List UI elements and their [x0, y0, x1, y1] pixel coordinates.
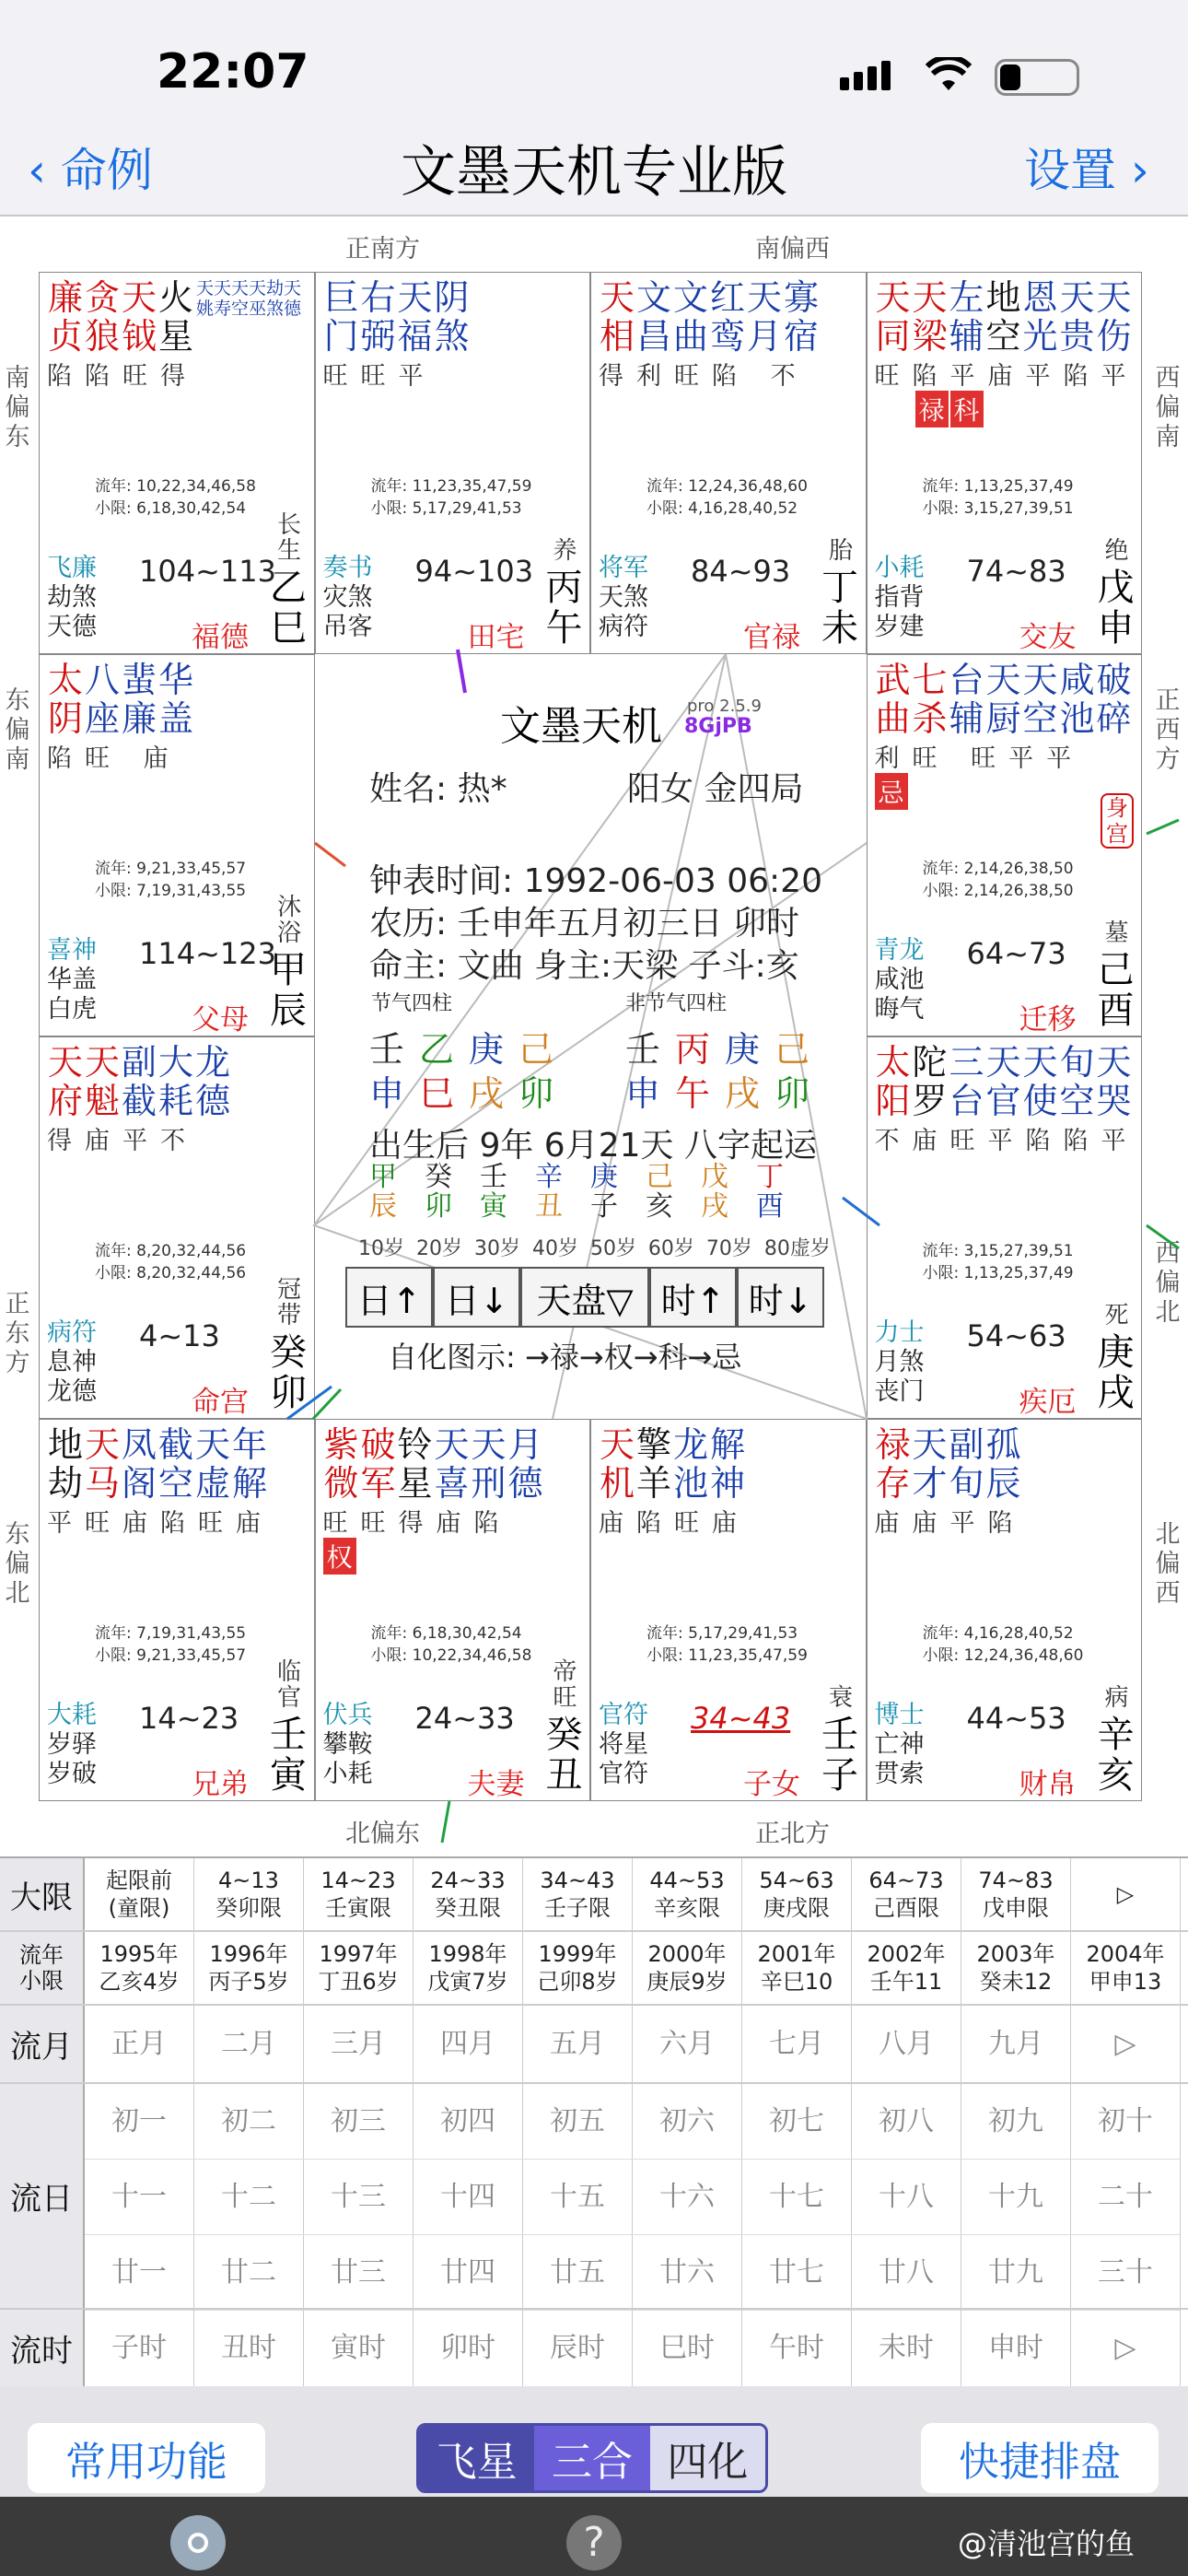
life-stage: 长 生 — [277, 511, 302, 565]
grid-cell[interactable]: 24~33 癸丑限 — [413, 1858, 523, 1930]
palace-ganzhi: 壬 子 — [821, 1714, 858, 1797]
grid-cell[interactable]: 初十 — [1071, 2084, 1181, 2159]
life-stage: 墓 — [1104, 919, 1129, 947]
direction-right-2: 正西方 — [1155, 686, 1181, 774]
direction-left-1: 南偏东 — [5, 364, 30, 451]
star-name: 三 台 — [949, 1042, 984, 1121]
liunian-years: 流年: 7,19,31,43,55 小限: 9,21,33,45,57 — [95, 1624, 247, 1665]
grid-cell[interactable]: 14~23 壬寅限 — [304, 1858, 413, 1930]
grid-cell[interactable]: 午时 — [742, 2310, 852, 2386]
life-stage: 病 — [1104, 1684, 1129, 1712]
hour-down-button[interactable]: 时↓ — [737, 1267, 824, 1328]
version-label: pro 2.5.9 — [687, 697, 762, 716]
back-label: 命例 — [60, 144, 153, 197]
grid-cell[interactable]: 子时 — [85, 2310, 194, 2386]
star-brightness: 陷陷旺得 — [47, 362, 198, 391]
star-name: 天 钺 — [121, 277, 157, 357]
star-name: 副 截 — [121, 1042, 157, 1121]
grid-cell[interactable]: 巳时 — [633, 2310, 742, 2386]
seg-feixing[interactable]: 飞星 — [419, 2426, 534, 2490]
star-name: 阴 煞 — [434, 277, 470, 357]
life-stage: 临 官 — [277, 1658, 302, 1712]
star-name: 天 魁 — [84, 1042, 120, 1121]
liunian-years: 流年: 2,14,26,38,50 小限: 2,14,26,38,50 — [922, 860, 1074, 900]
grid-cell[interactable]: 1997年 丁丑6岁 — [304, 1932, 413, 2004]
bottom-toolbar — [0, 2386, 1188, 2497]
chart-code: 8GjPB — [684, 715, 752, 738]
grid-cell[interactable]: 44~53 辛亥限 — [633, 1858, 742, 1930]
grid-cell[interactable]: 十五 — [523, 2160, 633, 2234]
star-name: 天 才 — [912, 1424, 948, 1504]
daxian-range: 44~53 — [966, 1701, 1066, 1736]
liunian-years: 流年: 6,18,30,42,54 小限: 10,22,34,46,58 — [370, 1624, 532, 1665]
grid-cell[interactable]: 2002年 壬午11 — [852, 1932, 961, 2004]
grid-cell[interactable]: 54~63 庚戌限 — [742, 1858, 852, 1930]
star-name: 铃 星 — [397, 1424, 433, 1504]
star-name: 陀 罗 — [912, 1042, 948, 1121]
palace-name: 交友 — [1019, 621, 1077, 654]
star-name: 七 杀 — [912, 660, 948, 739]
palace-gods: 博士 亡神 贯索 — [874, 1701, 925, 1788]
day-up-button[interactable]: 日↑ — [345, 1267, 433, 1328]
star-brightness: 庙陷旺庙 — [599, 1509, 750, 1538]
grid-cell[interactable]: 2004年 甲申13 — [1071, 1932, 1181, 2004]
grid-cell[interactable]: 十六 — [633, 2160, 742, 2234]
direction-right-4: 北偏西 — [1155, 1520, 1181, 1608]
daxian-range: 104~113 — [139, 554, 276, 589]
sihua-tag: 忌 — [875, 773, 908, 810]
hour-up-button[interactable]: 时↑ — [649, 1267, 737, 1328]
star-name: 龙 德 — [194, 1042, 230, 1121]
star-name: 右 弼 — [360, 277, 396, 357]
liunian-years: 流年: 11,23,35,47,59 小限: 5,17,29,41,53 — [370, 477, 532, 518]
life-stage: 绝 — [1104, 537, 1129, 565]
star-name: 寡 宿 — [783, 277, 819, 357]
liuri-label: 流日 — [0, 2084, 85, 2308]
grid-cell[interactable]: 初七 — [742, 2084, 852, 2159]
star-name: 截 空 — [157, 1424, 193, 1504]
palace-name: 财帛 — [1019, 1768, 1077, 1801]
star-name: 地 空 — [985, 277, 1021, 357]
liuyue-label: 流月 — [0, 2006, 85, 2082]
qiyun-text: 出生后 9年 6月21天 八字起运 — [369, 1127, 817, 1165]
star-name: 华 盖 — [157, 660, 193, 739]
grid-cell[interactable]: 初五 — [523, 2084, 633, 2159]
star-name: 天 相 — [599, 277, 635, 357]
grid-cell[interactable]: 十七 — [742, 2160, 852, 2234]
liunian-row — [0, 1932, 1188, 2006]
person-name: 姓名: 热* — [369, 770, 507, 808]
sihua-tag: 科 — [950, 391, 984, 427]
grid-cell[interactable]: 廿八 — [852, 2235, 961, 2310]
grid-cell[interactable]: 十二 — [194, 2160, 304, 2234]
star-name: 紫 微 — [323, 1424, 359, 1504]
life-stage: 胎 — [829, 537, 854, 565]
weibo-watermark: @清池宫的鱼 — [958, 2526, 1136, 2561]
grid-cell[interactable]: 三月 — [304, 2006, 413, 2082]
star-brightness: 庙庙平陷 — [874, 1509, 1026, 1538]
common-functions-button[interactable]: 常用功能 — [28, 2423, 265, 2493]
palace-name: 兄弟 — [192, 1768, 249, 1801]
palace-gods: 病符 息神 龙德 — [47, 1318, 97, 1406]
liuyue-row — [0, 2006, 1188, 2084]
star-name: 文 曲 — [672, 277, 708, 357]
direction-right-1: 西偏南 — [1155, 364, 1181, 451]
grid-cell[interactable]: 七月 — [742, 2006, 852, 2082]
grid-cell[interactable]: 二十 — [1071, 2160, 1181, 2234]
grid-cell[interactable]: 初二 — [194, 2084, 304, 2159]
palace-name: 田宅 — [467, 621, 525, 654]
daxian-range: 24~33 — [414, 1701, 515, 1736]
ming-zhu: 命主: 文曲 身主:天梁 子斗:亥 — [369, 947, 799, 985]
palace-ganzhi: 甲 辰 — [270, 949, 307, 1032]
grid-cell[interactable]: 申时 — [961, 2310, 1071, 2386]
palace-ganzhi: 癸 丑 — [545, 1714, 583, 1797]
grid-cell[interactable]: 十八 — [852, 2160, 961, 2234]
grid-cell[interactable]: 2000年 庚辰9岁 — [633, 1932, 742, 2004]
grid-cell[interactable]: 初一 — [85, 2084, 194, 2159]
grid-cell[interactable]: 寅时 — [304, 2310, 413, 2386]
life-stage: 帝 旺 — [553, 1658, 577, 1712]
star-name: 天 虚 — [194, 1424, 230, 1504]
star-name: 天 伤 — [1096, 277, 1132, 357]
liunian-years: 流年: 8,20,32,44,56 小限: 8,20,32,44,56 — [95, 1242, 247, 1282]
mode-segment — [416, 2423, 768, 2493]
grid-cell[interactable]: 廿二 — [194, 2235, 304, 2310]
palace-ganzhi: 戊 申 — [1097, 567, 1135, 650]
fei-gan: 壬丙庚己 — [625, 1029, 825, 1070]
grid-cell[interactable]: 廿五 — [523, 2235, 633, 2310]
palace-ganzhi: 乙 巳 — [270, 567, 307, 650]
life-stage: 冠 带 — [277, 1276, 302, 1329]
liunian-years: 流年: 1,13,25,37,49 小限: 3,15,27,39,51 — [922, 477, 1074, 518]
grid-cell[interactable]: 初九 — [961, 2084, 1071, 2159]
daxian-range: 84~93 — [691, 554, 791, 589]
grid-cell[interactable]: 2003年 癸未12 — [961, 1932, 1071, 2004]
palace-ganzhi: 壬 寅 — [270, 1714, 307, 1797]
liuri-row — [0, 2084, 1188, 2310]
quick-chart-button[interactable]: 快捷排盘 — [921, 2423, 1159, 2493]
grid-cell[interactable]: 八月 — [852, 2006, 961, 2082]
sihua-legend: 自化图示: →禄→权→科→忌 — [388, 1340, 742, 1375]
star-brightness: 旺旺平 — [322, 362, 437, 391]
star-name: 大 耗 — [157, 1042, 193, 1121]
time-grid — [0, 1856, 1188, 2370]
grid-cell[interactable]: ▷ — [1071, 2310, 1181, 2386]
palace-name: 官禄 — [743, 621, 800, 654]
palace-ganzhi: 丁 未 — [821, 567, 858, 650]
grid-cell[interactable]: 起限前 (童限) — [85, 1858, 194, 1930]
life-stage: 衰 — [829, 1684, 854, 1712]
settings-label: 设置 — [1024, 144, 1116, 197]
star-name: 太 阳 — [875, 1042, 911, 1121]
direction-left-4: 东偏北 — [5, 1520, 30, 1608]
direction-bottom-right: 正北方 — [755, 1820, 830, 1848]
person-gender: 阳女 金四局 — [627, 770, 804, 808]
star-brightness: 平旺庙陷旺庙 — [47, 1509, 274, 1538]
palace-name: 福德 — [192, 621, 249, 654]
grid-cell[interactable]: 廿一 — [85, 2235, 194, 2310]
daxian-label: 大限 — [0, 1858, 85, 1930]
grid-cell[interactable]: 64~73 己酉限 — [852, 1858, 961, 1930]
feijieqi-label: 非节气四柱 — [625, 992, 728, 1015]
daxian-range: 54~63 — [966, 1318, 1066, 1353]
palace-gods: 力士 月煞 丧门 — [874, 1318, 925, 1406]
palace-gods: 大耗 岁驿 岁破 — [47, 1701, 97, 1788]
grid-cell[interactable]: 四月 — [413, 2006, 523, 2082]
star-name: 廉 贞 — [47, 277, 83, 357]
star-name: 破 碎 — [1096, 660, 1132, 739]
star-name: 凤 阁 — [121, 1424, 157, 1504]
star-name: 天 官 — [985, 1042, 1021, 1121]
star-name: 擎 羊 — [635, 1424, 671, 1504]
tianpan-dropdown[interactable]: 天盘▽ — [520, 1267, 649, 1328]
palace-ganzhi: 丙 午 — [545, 567, 583, 650]
grid-cell[interactable]: 初三 — [304, 2084, 413, 2159]
palace-gods: 奏书 灾煞 吊客 — [322, 554, 373, 641]
jieqi-zhi: 申巳戌卯 — [369, 1073, 569, 1114]
palace-name: 迁移 — [1019, 1003, 1077, 1036]
star-name: 破 军 — [360, 1424, 396, 1504]
liushi-label: 流时 — [0, 2310, 85, 2386]
star-name: 天 使 — [1022, 1042, 1058, 1121]
liunian-label: 流年 小限 — [0, 1932, 85, 2004]
direction-right-3: 西偏北 — [1155, 1239, 1181, 1327]
star-name: 台 辅 — [949, 660, 984, 739]
help-icon[interactable]: ? — [566, 2515, 622, 2570]
grid-cell[interactable]: 六月 — [633, 2006, 742, 2082]
grid-cell[interactable]: 十一 — [85, 2160, 194, 2234]
star-name: 天 月 — [746, 277, 782, 357]
palace-name: 子女 — [743, 1768, 800, 1801]
direction-left-2: 东偏南 — [5, 686, 30, 774]
palace-name: 夫妻 — [467, 1768, 525, 1801]
liunian-years: 流年: 3,15,27,39,51 小限: 1,13,25,37,49 — [922, 1242, 1074, 1282]
palace-gods: 小耗 指背 岁建 — [874, 554, 925, 641]
star-brightness: 得庙平不 — [47, 1127, 198, 1155]
star-name: 解 神 — [709, 1424, 745, 1504]
grid-cell[interactable]: 廿九 — [961, 2235, 1071, 2310]
star-name: 天 府 — [47, 1042, 83, 1121]
grid-cell[interactable]: 34~43 壬子限 — [523, 1858, 633, 1930]
palace-gods: 青龙 咸池 晦气 — [874, 936, 925, 1024]
life-stage: 沐 浴 — [277, 894, 302, 947]
daxian-range: 4~13 — [139, 1318, 220, 1353]
palace-ganzhi: 辛 亥 — [1097, 1714, 1135, 1797]
minor-stars: 天天天天劫天 姚寿空巫煞德 — [196, 278, 302, 319]
star-name: 龙 池 — [672, 1424, 708, 1504]
palace-gods: 喜神 华盖 白虎 — [47, 936, 97, 1024]
disc-icon[interactable] — [170, 2515, 226, 2570]
direction-top-left: 正南方 — [345, 235, 420, 263]
star-name: 天 厨 — [985, 660, 1021, 739]
star-name: 左 辅 — [949, 277, 984, 357]
chevron-right-icon: › — [1116, 144, 1149, 197]
star-name: 天 梁 — [912, 277, 948, 357]
app-logo-title: 文墨天机 — [500, 703, 662, 750]
seg-sanhe[interactable]: 三合 — [534, 2426, 649, 2490]
page-title: 文墨天机专业版 — [401, 140, 787, 205]
sihua-tag: 权 — [323, 1538, 356, 1575]
liunian-years: 流年: 10,22,34,46,58 小限: 6,18,30,42,54 — [95, 477, 256, 518]
status-time: 22:07 — [157, 44, 309, 100]
palace-name: 命宫 — [192, 1386, 249, 1419]
star-name: 蜚 廉 — [121, 660, 157, 739]
star-name: 火 星 — [157, 277, 193, 357]
star-name: 太 阴 — [47, 660, 83, 739]
star-name: 天 马 — [84, 1424, 120, 1504]
direction-top-right: 南偏西 — [755, 235, 830, 263]
grid-cell[interactable]: 初八 — [852, 2084, 961, 2159]
daxian-range: 14~23 — [139, 1701, 239, 1736]
liunian-years: 流年: 9,21,33,45,57 小限: 7,19,31,43,55 — [95, 860, 247, 900]
star-name: 副 旬 — [949, 1424, 984, 1504]
dayun-pillars: 甲癸壬辛庚己戊丁 辰卯寅丑子亥戌酉 — [369, 1161, 811, 1223]
daxian-range: 74~83 — [966, 554, 1066, 589]
star-name: 月 德 — [507, 1424, 543, 1504]
liunian-years: 流年: 5,17,29,41,53 小限: 11,23,35,47,59 — [646, 1624, 808, 1665]
star-name: 旬 空 — [1059, 1042, 1095, 1121]
grid-cell[interactable]: 正月 — [85, 2006, 194, 2082]
star-name: 咸 池 — [1059, 660, 1095, 739]
star-name: 天 哭 — [1096, 1042, 1132, 1121]
star-name: 天 福 — [397, 277, 433, 357]
grid-cell[interactable]: ▷ — [1071, 1858, 1181, 1930]
star-name: 禄 存 — [875, 1424, 911, 1504]
grid-cell[interactable]: 二月 — [194, 2006, 304, 2082]
day-down-button[interactable]: 日↓ — [433, 1267, 520, 1328]
star-name: 武 曲 — [875, 660, 911, 739]
grid-cell[interactable]: 2001年 辛巳10 — [742, 1932, 852, 2004]
fei-zhi: 申午戌卯 — [625, 1073, 825, 1114]
daxian-range: 114~123 — [139, 936, 276, 971]
daxian-range: 64~73 — [966, 936, 1066, 971]
palace-gods: 伏兵 攀鞍 小耗 — [322, 1701, 373, 1788]
grid-cell[interactable]: 4~13 癸卯限 — [194, 1858, 304, 1930]
star-brightness: 利旺 旺平平 — [874, 744, 1085, 773]
star-brightness: 不庙旺平陷陷平 — [874, 1127, 1139, 1155]
jieqi-gan: 壬乙庚己 — [369, 1029, 569, 1070]
grid-cell[interactable]: 五月 — [523, 2006, 633, 2082]
liunian-years: 流年: 12,24,36,48,60 小限: 4,16,28,40,52 — [646, 477, 808, 518]
daxian-row — [0, 1858, 1188, 1932]
dayun-ages: 10岁 20岁 30岁 40岁 50岁 60岁 70岁 80虚岁 — [358, 1237, 831, 1260]
grid-cell[interactable]: 1998年 戊寅7岁 — [413, 1932, 523, 2004]
grid-cell[interactable]: 初四 — [413, 2084, 523, 2159]
chevron-left-icon: ‹ — [28, 144, 61, 197]
lunar-date: 农历: 壬申年五月初三日 卯时 — [369, 905, 800, 943]
direction-left-3: 正东方 — [5, 1290, 30, 1377]
star-name: 天 机 — [599, 1424, 635, 1504]
star-name: 贪 狼 — [84, 277, 120, 357]
grid-cell[interactable]: 1999年 己卯8岁 — [523, 1932, 633, 2004]
star-name: 巨 门 — [323, 277, 359, 357]
grid-cell[interactable]: 廿四 — [413, 2235, 523, 2310]
grid-cell[interactable]: 十九 — [961, 2160, 1071, 2234]
palace-gods: 将军 天煞 病符 — [599, 554, 648, 641]
star-name: 八 座 — [84, 660, 120, 739]
star-name: 文 昌 — [635, 277, 671, 357]
jieqi-label: 节气四柱 — [371, 992, 453, 1015]
star-brightness: 得利旺陷 不 — [599, 362, 809, 391]
life-stage: 养 — [553, 537, 577, 565]
palace-ganzhi: 己 酉 — [1097, 949, 1135, 1032]
palace-ganzhi: 癸 卯 — [270, 1331, 307, 1414]
daxian-range: 34~43 — [691, 1701, 791, 1736]
star-name: 天 空 — [1022, 660, 1058, 739]
grid-cell[interactable]: 丑时 — [194, 2310, 304, 2386]
grid-cell[interactable]: 1996年 丙子5岁 — [194, 1932, 304, 2004]
star-name: 孤 辰 — [985, 1424, 1021, 1504]
palace-gods: 飞廉 劫煞 天德 — [47, 554, 97, 641]
star-name: 红 鸾 — [709, 277, 745, 357]
star-name: 天 刑 — [471, 1424, 507, 1504]
grid-cell[interactable]: 1995年 乙亥4岁 — [85, 1932, 194, 2004]
grid-cell[interactable]: 辰时 — [523, 2310, 633, 2386]
grid-cell[interactable]: 初六 — [633, 2084, 742, 2159]
star-name: 天 同 — [875, 277, 911, 357]
grid-cell[interactable]: 十三 — [304, 2160, 413, 2234]
direction-bottom-left: 北偏东 — [345, 1820, 420, 1848]
grid-cell[interactable]: 九月 — [961, 2006, 1071, 2082]
star-name: 天 喜 — [434, 1424, 470, 1504]
liunian-years: 流年: 4,16,28,40,52 小限: 12,24,36,48,60 — [922, 1624, 1084, 1665]
life-stage: 死 — [1104, 1302, 1129, 1329]
time-nav-buttons — [345, 1267, 824, 1328]
tab-bar — [0, 2497, 1188, 2576]
grid-cell[interactable]: 廿六 — [633, 2235, 742, 2310]
star-brightness: 旺旺得庙陷 — [322, 1509, 512, 1538]
star-name: 地 劫 — [47, 1424, 83, 1504]
sihua-tag: 禄 — [915, 391, 949, 427]
liushi-row — [0, 2310, 1188, 2388]
grid-cell[interactable]: 十四 — [413, 2160, 523, 2234]
palace-gods: 官符 将星 官符 — [599, 1701, 648, 1788]
clock-time: 钟表时间: 1992-06-03 06:20 — [369, 862, 822, 900]
grid-cell[interactable]: ▷ — [1071, 2006, 1181, 2082]
star-name: 恩 光 — [1022, 277, 1058, 357]
daxian-range: 94~103 — [414, 554, 534, 589]
seg-sihua[interactable]: 四化 — [650, 2426, 765, 2490]
grid-cell[interactable]: 三十 — [1071, 2235, 1181, 2310]
star-name: 天 贵 — [1059, 277, 1095, 357]
grid-cell[interactable]: 74~83 戊申限 — [961, 1858, 1071, 1930]
palace-name: 疾厄 — [1019, 1386, 1077, 1419]
palace-name: 父母 — [192, 1003, 249, 1036]
grid-cell[interactable]: 卯时 — [413, 2310, 523, 2386]
grid-cell[interactable]: 廿七 — [742, 2235, 852, 2310]
palace-ganzhi: 庚 戌 — [1097, 1331, 1135, 1414]
star-brightness: 陷旺 庙 — [47, 744, 181, 773]
grid-cell[interactable]: 廿三 — [304, 2235, 413, 2310]
star-name: 年 解 — [231, 1424, 267, 1504]
shengong-badge: 身宫 — [1101, 793, 1134, 849]
grid-cell[interactable]: 未时 — [852, 2310, 961, 2386]
star-brightness: 旺陷平庙平陷平 — [874, 362, 1139, 391]
